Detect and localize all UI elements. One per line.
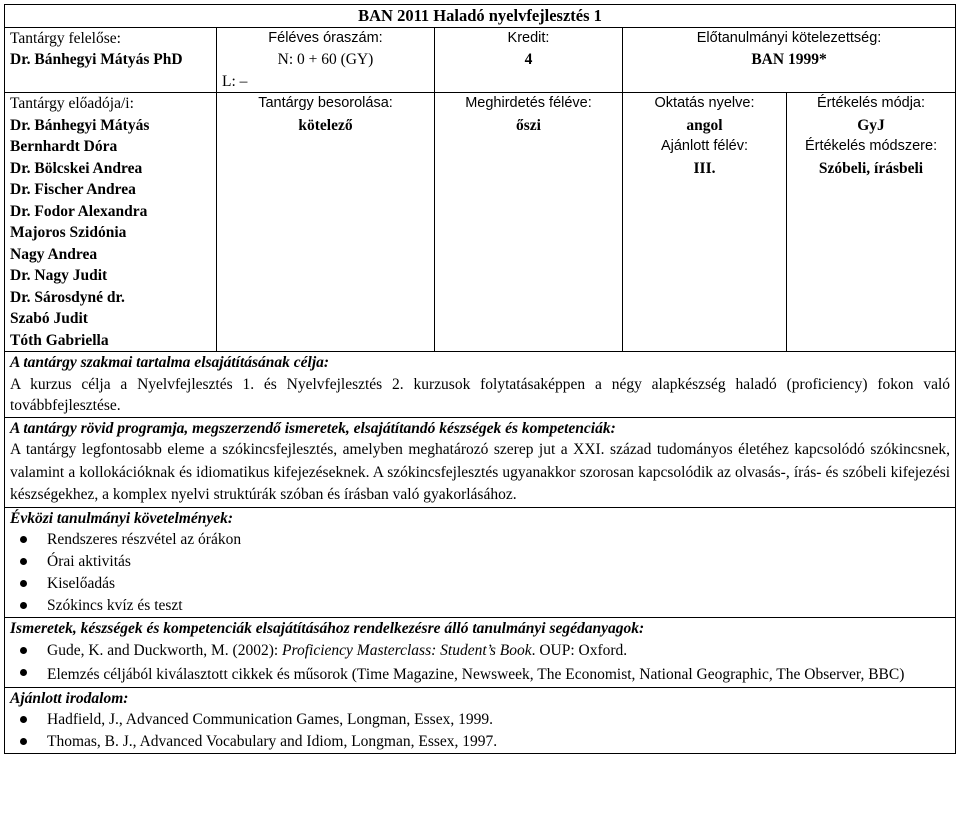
reading-list: [10, 709, 950, 753]
materials-list: [10, 640, 950, 687]
bullet-icon: [20, 716, 27, 723]
language-value: angol: [686, 116, 723, 134]
lecturers-label: Tantárgy előadója/i:: [10, 95, 134, 112]
goal-heading: A tantárgy szakmai tartalma elsajátításának célja:: [10, 354, 330, 371]
hours-label: Féléves óraszám:: [268, 29, 383, 46]
semester-value: őszi: [516, 116, 541, 134]
bullet-icon: [20, 738, 27, 745]
responsible-cell: [5, 27, 217, 93]
responsible-name: Dr. Bánhegyi Mátyás PhD: [10, 51, 183, 68]
assessment-method-label: Értékelés módszere:: [804, 138, 938, 154]
requirements-heading: Évközi tanulmányi követelmények:: [10, 509, 234, 527]
hours-n-value: N: 0 + 60 (GY): [277, 51, 374, 68]
reading-heading: Ajánlott irodalom:: [10, 689, 129, 707]
recommended-semester-label: Ajánlott félév:: [660, 138, 749, 154]
bullet-icon: [20, 536, 27, 543]
classification-label: Tantárgy besorolása:: [258, 95, 393, 111]
responsible-label: Tantárgy felelőse:: [10, 29, 121, 47]
reading-text: Thomas, B. J., Advanced Vocabulary and Idiom, Longman, Essex, 1997.: [47, 733, 498, 750]
hours-l-value: L: –: [222, 72, 248, 90]
classification-value: kötelező: [298, 116, 353, 134]
reading-text: Hadfield, J., Advanced Communication Games, Longman, Essex, 1999.: [47, 711, 493, 728]
program-section: [5, 417, 956, 507]
list-item: [10, 731, 950, 753]
assessment-cell: [787, 93, 956, 352]
lecturer-name: Dr. Fischer Andrea: [10, 181, 136, 198]
list-item: [10, 529, 950, 551]
language-cell: [623, 93, 787, 352]
bullet-icon: [20, 558, 27, 565]
hours-cell: [217, 27, 435, 93]
lecturer-name: Tóth Gabriella: [10, 331, 109, 349]
list-item: [10, 551, 950, 573]
lecturers-cell: [5, 93, 217, 352]
requirement-text: Rendszeres részvétel az órákon: [47, 531, 242, 548]
course-description-table: [4, 4, 956, 754]
bullet-icon: [20, 602, 27, 609]
lecturer-name: Szabó Judit: [10, 310, 88, 327]
lecturer-name: Dr. Sárosdyné dr.: [10, 288, 125, 306]
program-heading: A tantárgy rövid programja, megszerzendő ismeretek, elsajátítandó készségek és kompetenciák:: [10, 419, 616, 437]
assessment-method-value: Szóbeli, írásbeli: [818, 159, 924, 177]
lecturer-name: Majoros Szidónia: [10, 224, 127, 241]
classification-cell: [217, 93, 435, 352]
requirement-text: Kiselőadás: [47, 575, 116, 592]
requirement-text: Szókincs kvíz és teszt: [47, 597, 183, 614]
material-text: Elemzés céljából kiválasztott cikkek és műsorok (Time Magazine, Newsweek, The Economist, National Geographic, The Observer, BBC): [47, 665, 905, 683]
goal-text: A kurzus célja a Nyelvfejlesztés 1. és Nyelvfejlesztés 2. kurzusok folytatásaképpen a négy alapkészség haladó (proficiency) fokon való továbbfejlesztése.: [10, 375, 951, 414]
prereq-value: BAN 1999*: [751, 51, 827, 68]
prereq-cell: [623, 27, 956, 93]
list-item: [10, 595, 950, 617]
bullet-icon: [20, 669, 27, 676]
list-item: [10, 662, 950, 687]
recommended-semester-value: III.: [693, 159, 716, 177]
bullet-icon: [20, 647, 27, 654]
prereq-label: Előtanulmányi kötelezettség:: [696, 29, 882, 46]
assessment-mode-value: GyJ: [857, 116, 885, 134]
materials-heading: Ismeretek, készségek és kompetenciák elsajátításához rendelkezésre álló tanulmányi segédanyagok:: [10, 620, 645, 637]
list-item: [10, 709, 950, 731]
material-author: Gude, K. and Duckworth, M. (2002):: [47, 641, 283, 659]
semester-cell: [435, 93, 623, 352]
course-title: BAN 2011 Haladó nyelvfejlesztés 1: [5, 5, 956, 28]
materials-section: [5, 618, 956, 688]
lecturer-name: Dr. Nagy Judit: [10, 267, 108, 284]
credit-cell: [435, 27, 623, 93]
goal-section: [5, 352, 956, 418]
lecturer-name: Dr. Bánhegyi Mátyás: [10, 116, 150, 134]
reading-section: [5, 687, 956, 754]
language-label: Oktatás nyelve:: [654, 95, 755, 111]
lecturer-name: Nagy Andrea: [10, 245, 98, 263]
semester-label: Meghirdetés féléve:: [465, 95, 592, 111]
list-item: [10, 573, 950, 595]
material-book-title: Proficiency Masterclass: Student’s Book: [282, 641, 532, 659]
list-item: [10, 640, 950, 662]
lecturer-name: Dr. Fodor Alexandra: [10, 202, 148, 220]
credit-value: 4: [524, 51, 533, 68]
lecturer-name: Bernhardt Dóra: [10, 138, 118, 155]
lecturers-list: [10, 115, 211, 352]
requirement-text: Órai aktivitás: [47, 553, 131, 570]
credit-label: Kredit:: [507, 29, 550, 46]
program-text: A tantárgy legfontosabb eleme a szókincsfejlesztés, amelyben meghatározó szerep jut a XXI. század tudományos életéhez kapcsolódó szókincsnek, valamint a kollokációknak és idiomatikus kifejezéseknek. A szókincsfejlesztés ugyanakkor szorosan kapcsolódik az olvasás-, írás- és szóbeli kifejezési készségekhez, a komplex nyelvi struktúrák szóban és írásban való gyakorlásához.: [10, 441, 951, 503]
lecturer-name: Dr. Bölcskei Andrea: [10, 159, 143, 177]
bullet-icon: [20, 580, 27, 587]
material-publisher: . OUP: Oxford.: [531, 641, 628, 659]
requirements-section: [5, 507, 956, 618]
requirements-list: [10, 529, 950, 617]
assessment-mode-label: Értékelés módja:: [817, 95, 926, 111]
